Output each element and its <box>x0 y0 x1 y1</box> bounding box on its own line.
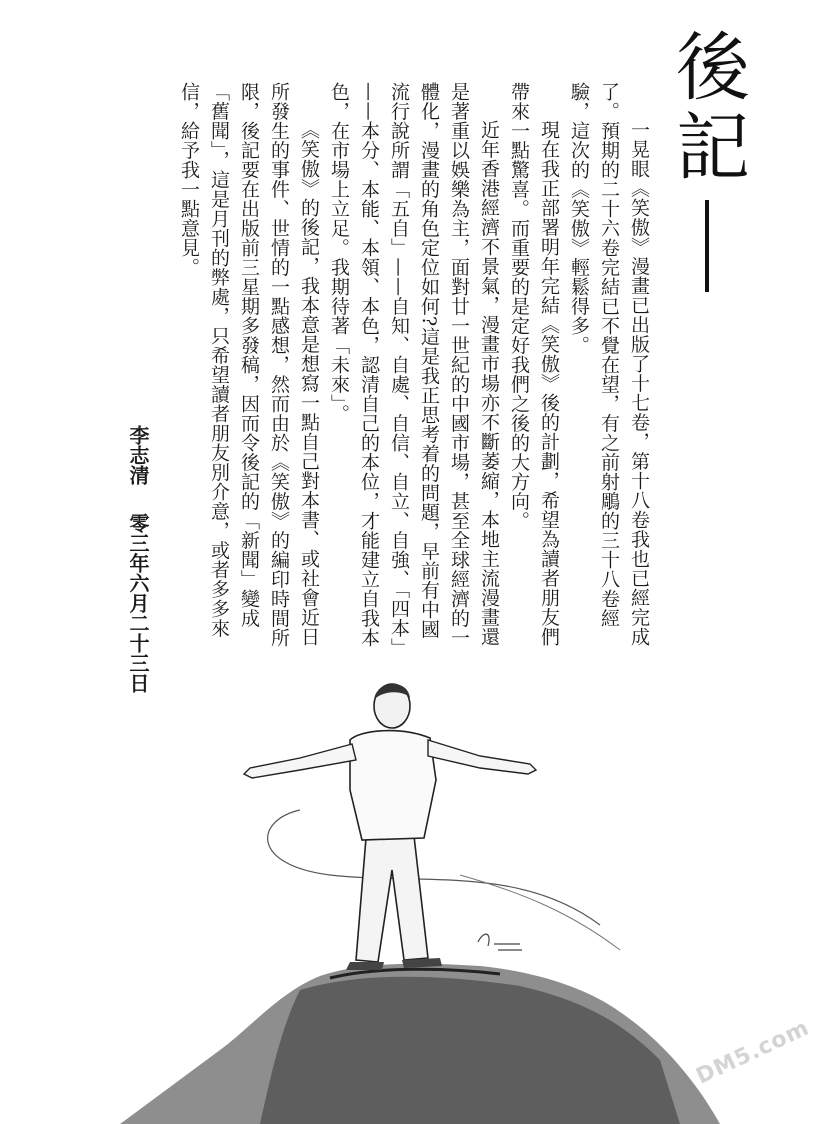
site-watermark: DM5.com <box>692 1015 813 1090</box>
title-dash-rule <box>705 200 709 292</box>
author-name: 李志清 <box>126 425 150 485</box>
paragraph-2: 現在我正部署明年完結《笑傲》後的計劃，希望為讀者朋友們帶來一點驚喜。而重要的是定好我們之後的大方向。 <box>508 82 560 647</box>
paragraph-1: 一晃眼《笑傲》漫畫已出版了十七卷，第十八卷我也已經完成了。預期的二十六卷完結已不覺在望，有之前射鵰的三十八卷經驗，這次的《笑傲》輕鬆得多。 <box>568 82 650 647</box>
paragraph-3: 近年香港經濟不景氣，漫畫市場亦不斷萎縮，本地主流漫畫還是著重以娛樂為主，面對廿一世紀的中國市場，甚至全球經濟的一體化，漫畫的角色定位如何?這是我正思考着的問題，早前有中國流行說所謂「五自」——自知、自處、自信、自立、自強、「四本」——本分、本能、本領、本色，認清自己的本位，才能建立自我本色，在市場上立足。我期待著「未來」。 <box>328 82 500 648</box>
afterword-body <box>174 82 654 682</box>
signature-block <box>124 425 152 693</box>
signature-date: 零三年六月二十三日 <box>126 513 150 693</box>
paragraph-4: 《笑傲》的後記，我本意是想寫一點自己對本書、或社會近日所發生的事件、世情的一點感想，然而由於《笑傲》的編印時間所限，後記要在出版前三星期多發稿，因而令後記的「新聞」變成「舊聞」，這是月刊的弊處，只希望讀者朋友別介意，或者多多來信，給予我一點意見。 <box>178 82 320 648</box>
boy-on-mountain-illustration <box>0 660 780 1124</box>
page-title: 後記 <box>664 28 750 188</box>
